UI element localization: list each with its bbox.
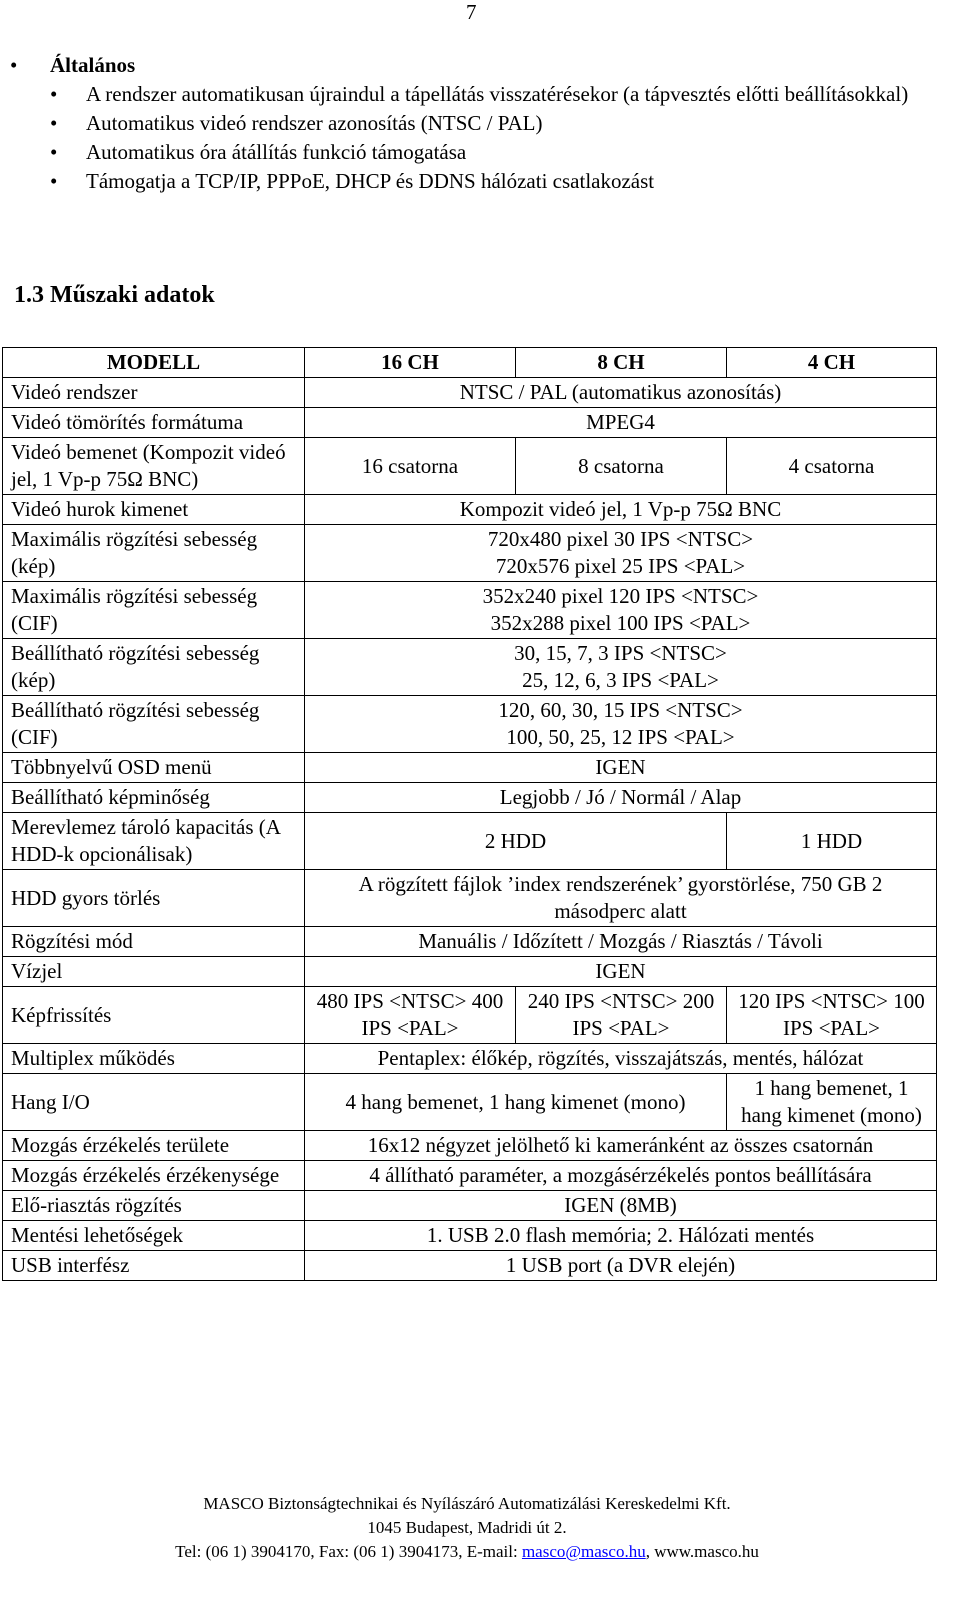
row-value: Manuális / Időzített / Mozgás / Riasztás / Távoli [305,927,937,957]
row-label: Videó tömörítés formátuma [3,408,305,438]
column-header: 16 CH [305,348,516,378]
column-header: MODELL [3,348,305,378]
feature-item: • A rendszer automatikusan újraindul a tápellátás visszatérésekor (a tápvesztés előtti beállításokkal) [50,80,940,109]
table-header-row [3,348,937,378]
value-line: 352x240 pixel 120 IPS <NTSC> [482,584,759,608]
row-label: Vízjel [3,957,305,987]
table-row [3,987,937,1044]
table-row [3,525,937,582]
row-value: 16x12 négyzet jelölhető ki kameránként az összes csatornán [305,1131,937,1161]
row-label: Beállítható képminőség [3,783,305,813]
row-value-8ch: 8 csatorna [516,438,727,495]
value-line: 720x480 pixel 30 IPS <NTSC> [487,527,754,551]
footer-contact-prefix: Tel: (06 1) 3904170, Fax: (06 1) 3904173, E-mail: [175,1542,522,1561]
row-value-16ch: 480 IPS <NTSC> 400 IPS <PAL> [305,987,516,1044]
footer-contact-suffix: , www.masco.hu [645,1542,759,1561]
row-value: Pentaplex: élőkép, rögzítés, visszajátszás, mentés, hálózat [305,1044,937,1074]
row-label: Videó rendszer [3,378,305,408]
table-row [3,1131,937,1161]
table-row [3,870,937,927]
row-label: HDD gyors törlés [3,870,305,927]
row-value [305,525,937,582]
row-label: Videó bemenet (Kompozit videó jel, 1 Vp-p 75Ω BNC) [3,438,305,495]
table-row [3,783,937,813]
row-value: IGEN [305,753,937,783]
table-row [3,753,937,783]
row-value-16ch: 16 csatorna [305,438,516,495]
value-line: 120, 60, 30, 15 IPS <NTSC> [498,698,743,722]
row-value: MPEG4 [305,408,937,438]
row-label: Videó hurok kimenet [3,495,305,525]
general-title: Általános [50,53,136,77]
row-label: Elő-riasztás rögzítés [3,1191,305,1221]
general-item [0,51,940,196]
row-value-4ch: 4 csatorna [727,438,937,495]
row-label: Maximális rögzítési sebesség (CIF) [3,582,305,639]
feature-item: • Automatikus videó rendszer azonosítás (NTSC / PAL) [50,109,940,138]
row-label: Mozgás érzékelés érzékenysége [3,1161,305,1191]
table-row [3,408,937,438]
table-row [3,1191,937,1221]
column-header: 4 CH [727,348,937,378]
table-row [3,957,937,987]
row-value [305,639,937,696]
row-label: USB interfész [3,1251,305,1281]
row-value-16-8ch: 4 hang bemenet, 1 hang kimenet (mono) [305,1074,727,1131]
table-row [3,696,937,753]
value-line: 352x288 pixel 100 IPS <PAL> [490,611,751,635]
table-row [3,495,937,525]
row-value-8ch: 240 IPS <NTSC> 200 IPS <PAL> [516,987,727,1044]
row-value: IGEN (8MB) [305,1191,937,1221]
table-row [3,378,937,408]
footer-address: 1045 Budapest, Madridi út 2. [367,1518,567,1537]
table-row [3,927,937,957]
footer-company: MASCO Biztonságtechnikai és Nyílászáró Automatizálási Kereskedelmi Kft. [203,1494,731,1513]
row-value: IGEN [305,957,937,987]
row-value: 1. USB 2.0 flash memória; 2. Hálózati mentés [305,1221,937,1251]
table-row [3,438,937,495]
table-row [3,1044,937,1074]
row-value: Kompozit videó jel, 1 Vp-p 75Ω BNC [305,495,937,525]
row-label: Multiplex működés [3,1044,305,1074]
value-line: 100, 50, 25, 12 IPS <PAL> [506,725,735,749]
row-value: 1 USB port (a DVR elején) [305,1251,937,1281]
row-label: Mentési lehetőségek [3,1221,305,1251]
row-label: Többnyelvű OSD menü [3,753,305,783]
row-label: Rögzítési mód [3,927,305,957]
table-row [3,1251,937,1281]
spec-heading: 1.3 Műszaki adatok [14,282,215,308]
table-row [3,1221,937,1251]
table-row [3,813,937,870]
row-value: A rögzített fájlok ’index rendszerének’ gyorstörlése, 750 GB 2 másodperc alatt [305,870,937,927]
row-value [305,696,937,753]
page-footer [0,1492,934,1564]
row-label: Hang I/O [3,1074,305,1131]
row-value-4ch: 120 IPS <NTSC> 100 IPS <PAL> [727,987,937,1044]
row-label: Beállítható rögzítési sebesség (kép) [3,639,305,696]
email-link[interactable]: masco@masco.hu [521,1542,646,1561]
footer-contact [0,1540,934,1564]
row-value [305,582,937,639]
general-section [0,51,940,196]
table-row [3,582,937,639]
page-number: 7 [466,0,477,24]
value-line: 720x576 pixel 25 IPS <PAL> [495,554,746,578]
row-value: Legjobb / Jó / Normál / Alap [305,783,937,813]
table-row [3,639,937,696]
row-label: Merevlemez tároló kapacitás (A HDD-k opcionálisak) [3,813,305,870]
row-label: Maximális rögzítési sebesség (kép) [3,525,305,582]
row-value: 4 állítható paraméter, a mozgásérzékelés pontos beállítására [305,1161,937,1191]
column-header: 8 CH [516,348,727,378]
row-value: NTSC / PAL (automatikus azonosítás) [305,378,937,408]
value-line: 25, 12, 6, 3 IPS <PAL> [522,668,719,692]
row-label: Beállítható rögzítési sebesség (CIF) [3,696,305,753]
row-value-16-8ch: 2 HDD [305,813,727,870]
feature-item: • Támogatja a TCP/IP, PPPoE, DHCP és DDNS hálózati csatlakozást [50,167,940,196]
row-label: Képfrissítés [3,987,305,1044]
row-value-4ch: 1 HDD [727,813,937,870]
general-feature-list [50,80,940,196]
table-row [3,1074,937,1131]
feature-item: • Automatikus óra átállítás funkció támogatása [50,138,940,167]
table-row [3,1161,937,1191]
spec-table [2,347,937,1281]
value-line: 30, 15, 7, 3 IPS <NTSC> [514,641,727,665]
row-value-4ch: 1 hang bemenet, 1 hang kimenet (mono) [727,1074,937,1131]
row-label: Mozgás érzékelés területe [3,1131,305,1161]
